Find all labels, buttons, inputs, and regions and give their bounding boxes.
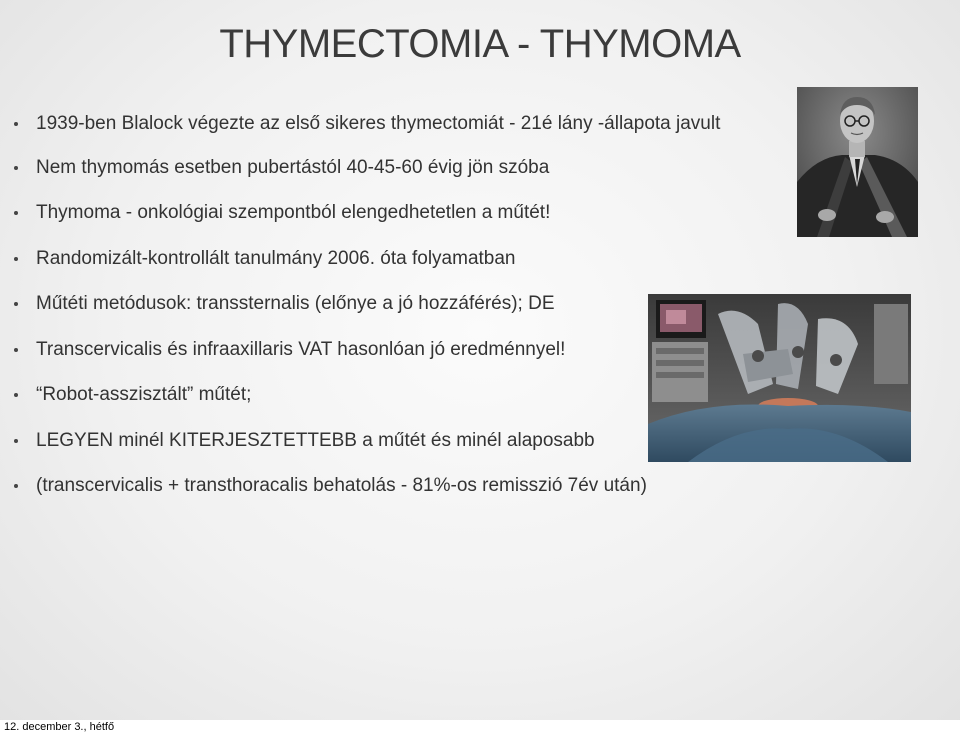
slide-title: THYMECTOMIA - THYMOMA bbox=[219, 22, 741, 66]
bullet-dot-icon bbox=[14, 484, 18, 488]
bullet-dot-icon bbox=[14, 166, 18, 170]
bullet-item bbox=[36, 247, 516, 271]
bullet-item bbox=[36, 429, 595, 453]
bullet-text: Randomizált-kontrollált tanulmány 2006. óta folyamatban bbox=[36, 248, 516, 269]
bullet-dot-icon bbox=[14, 122, 18, 126]
bullet-item bbox=[36, 474, 647, 498]
bullet-item bbox=[36, 338, 565, 362]
bullet-text: Műtéti metódusok: transsternalis (előnye a jó hozzáférés); DE bbox=[36, 293, 555, 314]
portrait-drawing bbox=[797, 87, 918, 237]
bullet-item bbox=[36, 112, 720, 136]
bullet-text: (transcervicalis + transthoracalis behatolás - 81%-os remisszió 7év után) bbox=[36, 475, 647, 496]
bullet-text: “Robot-asszisztált” műtét; bbox=[36, 384, 252, 405]
bullet-text: Thymoma - onkológiai szempontból elengedhetetlen a műtét! bbox=[36, 202, 551, 223]
portrait-photo bbox=[797, 87, 918, 237]
bullet-item bbox=[36, 156, 549, 180]
bullet-item bbox=[36, 201, 550, 225]
surgery-drawing bbox=[648, 294, 911, 462]
bullet-item bbox=[36, 292, 555, 316]
bullet-dot-icon bbox=[14, 393, 18, 397]
bullet-text: Transcervicalis és infraaxillaris VAT hasonlóan jó eredménnyel! bbox=[36, 339, 566, 360]
bullet-text: LEGYEN minél KITERJESZTETTEBB a műtét és minél alaposabb bbox=[36, 430, 595, 451]
bullet-dot-icon bbox=[14, 257, 18, 261]
bullet-dot-icon bbox=[14, 211, 18, 215]
robotic-surgery-photo bbox=[648, 294, 911, 462]
bullet-dot-icon bbox=[14, 302, 18, 306]
bullet-dot-icon bbox=[14, 439, 18, 443]
bullet-text: 1939-ben Blalock végezte az első sikeres thymectomiát - 21é lány -állapota javult bbox=[36, 113, 721, 134]
bullet-dot-icon bbox=[14, 348, 18, 352]
bullet-item bbox=[36, 383, 251, 407]
footer-date: 12. december 3., hétfő bbox=[4, 721, 115, 733]
footer-bar bbox=[0, 720, 960, 734]
bullet-text: Nem thymomás esetben pubertástól 40-45-60 évig jön szóba bbox=[36, 157, 550, 178]
